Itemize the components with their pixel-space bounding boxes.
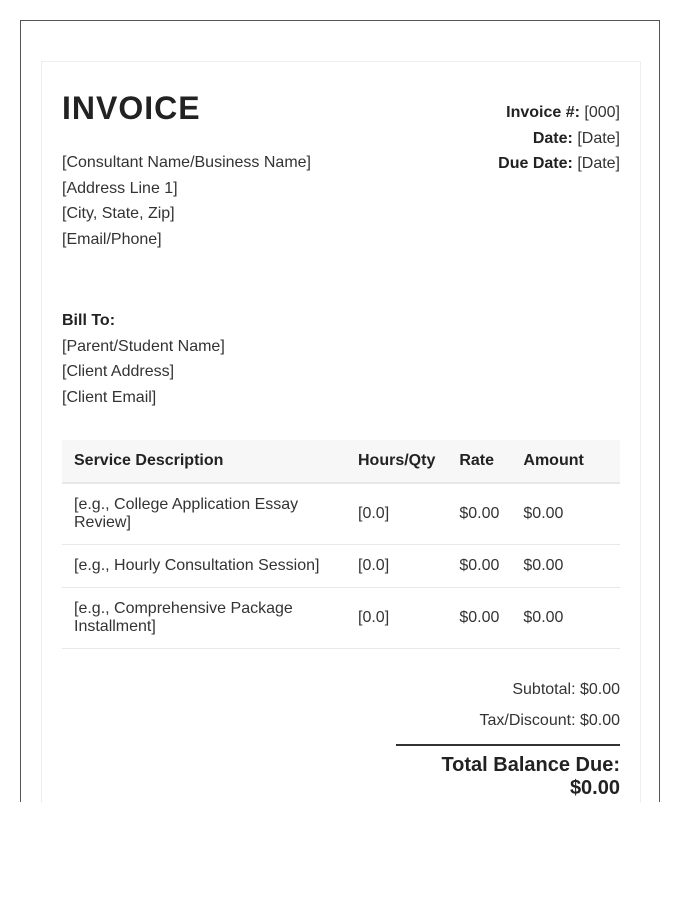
invoice-number-label: Invoice #: xyxy=(506,104,580,121)
client-email: [Client Email] xyxy=(62,388,157,406)
bill-to-section xyxy=(62,308,225,410)
table-row xyxy=(62,588,620,649)
invoice-number-value: [000] xyxy=(584,104,620,121)
due-date-label: Due Date: xyxy=(498,155,573,172)
header-amount: Amount xyxy=(511,440,620,483)
invoice-date-label: Date: xyxy=(532,129,573,147)
invoice-date-row xyxy=(498,126,620,152)
consultant-address: [Address Line 1] xyxy=(62,179,178,197)
row-amount: $0.00 xyxy=(511,483,620,545)
due-date-value: [Date] xyxy=(577,155,620,172)
consultant-contact: [Email/Phone] xyxy=(62,230,162,248)
row-qty: [0.0] xyxy=(346,545,447,588)
row-qty: [0.0] xyxy=(346,588,447,649)
header-service-description: Service Description xyxy=(62,440,346,483)
row-description: [e.g., College Application Essay Review] xyxy=(62,483,346,545)
invoice-page xyxy=(20,20,660,802)
due-date-row xyxy=(498,151,620,177)
header-rate: Rate xyxy=(447,440,511,483)
row-amount: $0.00 xyxy=(511,545,620,588)
bill-to-heading: Bill To: xyxy=(62,312,116,329)
consultant-info xyxy=(62,150,311,252)
invoice-number-row xyxy=(498,100,620,126)
client-address: [Client Address] xyxy=(62,363,175,380)
row-description: [e.g., Hourly Consultation Session] xyxy=(62,545,346,588)
tax-discount: Tax/Discount: $0.00 xyxy=(479,712,620,729)
row-rate: $0.00 xyxy=(447,545,511,588)
invoice-title: INVOICE xyxy=(62,90,201,126)
row-rate: $0.00 xyxy=(447,588,511,649)
subtotal: Subtotal: $0.00 xyxy=(512,681,620,698)
header-hours-qty: Hours/Qty xyxy=(346,440,447,483)
invoice-meta xyxy=(498,100,620,177)
table-row xyxy=(62,483,620,545)
client-name: [Parent/Student Name] xyxy=(62,337,225,355)
table-header-row xyxy=(62,440,620,483)
row-description: [e.g., Comprehensive Package Installment] xyxy=(62,588,346,649)
total-balance-due: Total Balance Due: $0.00 xyxy=(396,744,620,800)
invoice-date-value: [Date] xyxy=(577,129,620,147)
services-table xyxy=(62,440,620,649)
totals-section xyxy=(396,680,620,800)
invoice-card xyxy=(41,61,641,803)
table-row xyxy=(62,545,620,588)
consultant-name: [Consultant Name/Business Name] xyxy=(62,154,311,171)
row-qty: [0.0] xyxy=(346,483,447,545)
consultant-city: [City, State, Zip] xyxy=(62,205,175,222)
row-rate: $0.00 xyxy=(447,483,511,545)
row-amount: $0.00 xyxy=(511,588,620,649)
